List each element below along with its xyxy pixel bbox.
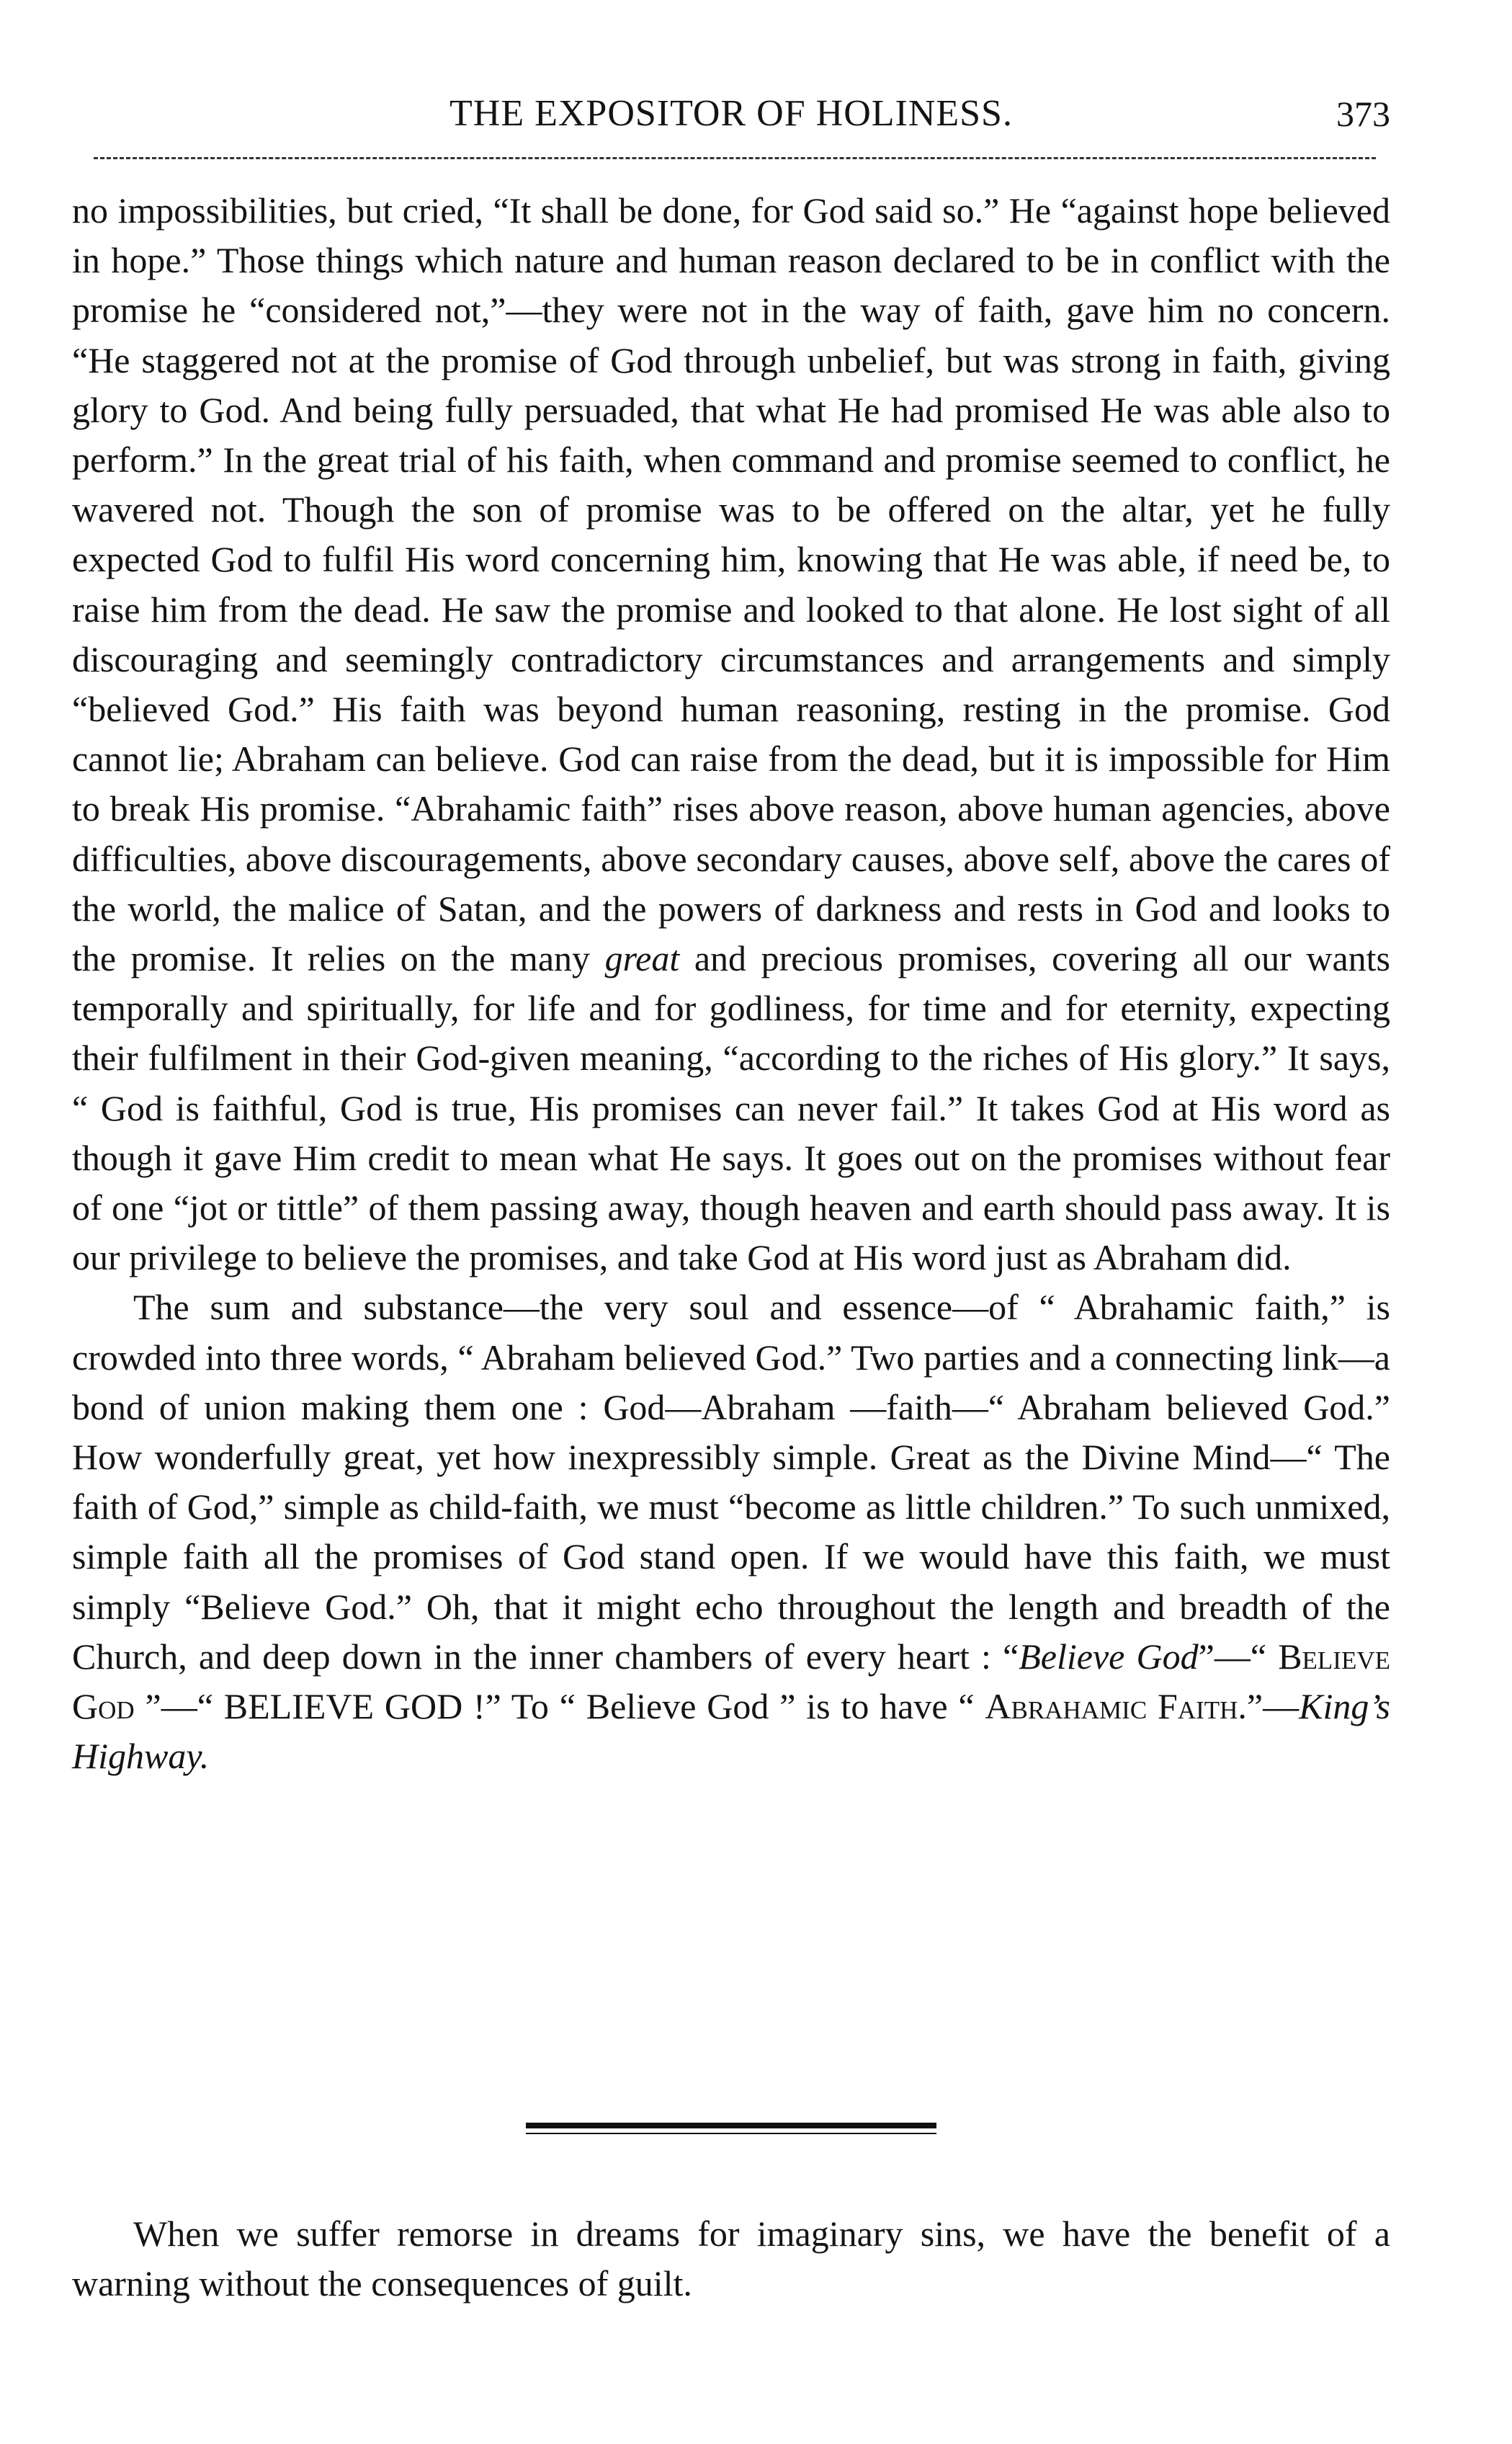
filler-text: When we suffer remorse in dreams for imaginary sins, we have the benefit of a warning without the consequences of guilt.: [72, 2213, 1390, 2304]
believe-god-smallcaps: Believe God: [72, 1636, 1390, 1727]
abrahamic-faith-smallcaps: Abrahamic Faith.: [985, 1686, 1247, 1727]
believe-god-uppercase: BELIEVE GOD: [223, 1686, 463, 1727]
paragraph-1-text: no impossibilities, but cried, “It shall be done, for God said so.” He “against hope believed in hope.” Those things which nature and human reason declared to be in conflict with the promise he “considered not,”—they were not in the way of faith, gave him no concern. “He staggered not at the promise of God through unbelief, but was strong in faith, giving glory to God. And being fully persuaded, that what He had promised He was able also to perform.” In the great trial of his faith, when command and promise seemed to conflict, he wavered not. Though the son of promise was to be offered on the altar, yet he fully expected God to fulfil His word concerning him, knowing that He was able, if need be, to raise him from the dead. He saw the promise and looked to that alone. He lost sight of all discouraging and seemingly contradictory circumstances and arrangements and simply “believed God.” His faith was beyond human reasoning, resting in the promise. God cannot lie; Abraham can believe. God can raise from the dead, but it is impossible for Him to break His promise. “Abrahamic faith” rises above reason, above human agencies, above difficulties, above discouragements, above secondary causes, above self, above the cares of the world, the malice of Satan, and the powers of darkness and rests in God and looks to the promise. It relies on the many: [72, 190, 1390, 979]
divider-thin-rule: [526, 2133, 936, 2134]
running-header: [72, 85, 1390, 143]
source-dash: ”—: [1246, 1686, 1299, 1727]
paragraph-2-text: The sum and substance—the very soul and essence—of “ Abrahamic faith,” is crowded into three words, “ Abraham believed God.” Two parties and a connecting link—a bond of union making them one : God—Abraham —faith—“ Abraham believed God.” How wonderfully great, yet how inexpressibly simple. Great as the Divine Mind—“ The faith of God,” simple as child-faith, we must “become as little children.” To such unmixed, simple faith all the promises of God stand open. If we would have this faith, we must simply “Believe God.” Oh, that it might echo throughout the length and breadth of the Church, and deep down in the inner chambers of every heart : “: [72, 1287, 1390, 1677]
page-number: 373: [1336, 94, 1390, 134]
paragraph-1: [72, 186, 1390, 1283]
italic-great: great: [604, 938, 680, 979]
filler-paragraph: [72, 2209, 1390, 2309]
punctuation: ”—“: [1198, 1636, 1279, 1677]
source-citation: King’s Highway.: [72, 1686, 1391, 1777]
paragraph-2: [72, 1283, 1390, 1781]
article-body: [72, 186, 1390, 1782]
journal-title: THE EXPOSITOR OF HOLINESS.: [449, 93, 1013, 134]
paragraph-2-text-end: !” To “ Believe God ” is to have “: [462, 1686, 985, 1727]
section-divider: [526, 2123, 936, 2134]
punctuation: ”—“: [134, 1686, 224, 1727]
believe-god-italic: Believe God: [1019, 1636, 1199, 1677]
header-rule: [94, 157, 1376, 159]
divider-thick-rule: [526, 2123, 936, 2128]
paragraph-1-text-end: and precious promises, covering all our wants temporally and spiritually, for life and for godliness, for time and for eternity, expecting their fulfilment in their God-given meaning, “according to the riches of His glory.” It says, “ God is faithful, God is true, His promises can never fail.” It takes God at His word as though it gave Him credit to mean what He says. It goes out on the promises without fear of one “jot or tittle” of them passing away, though heaven and earth should pass away. It is our privilege to believe the promises, and take God at His word just as Abraham did.: [72, 938, 1391, 1278]
